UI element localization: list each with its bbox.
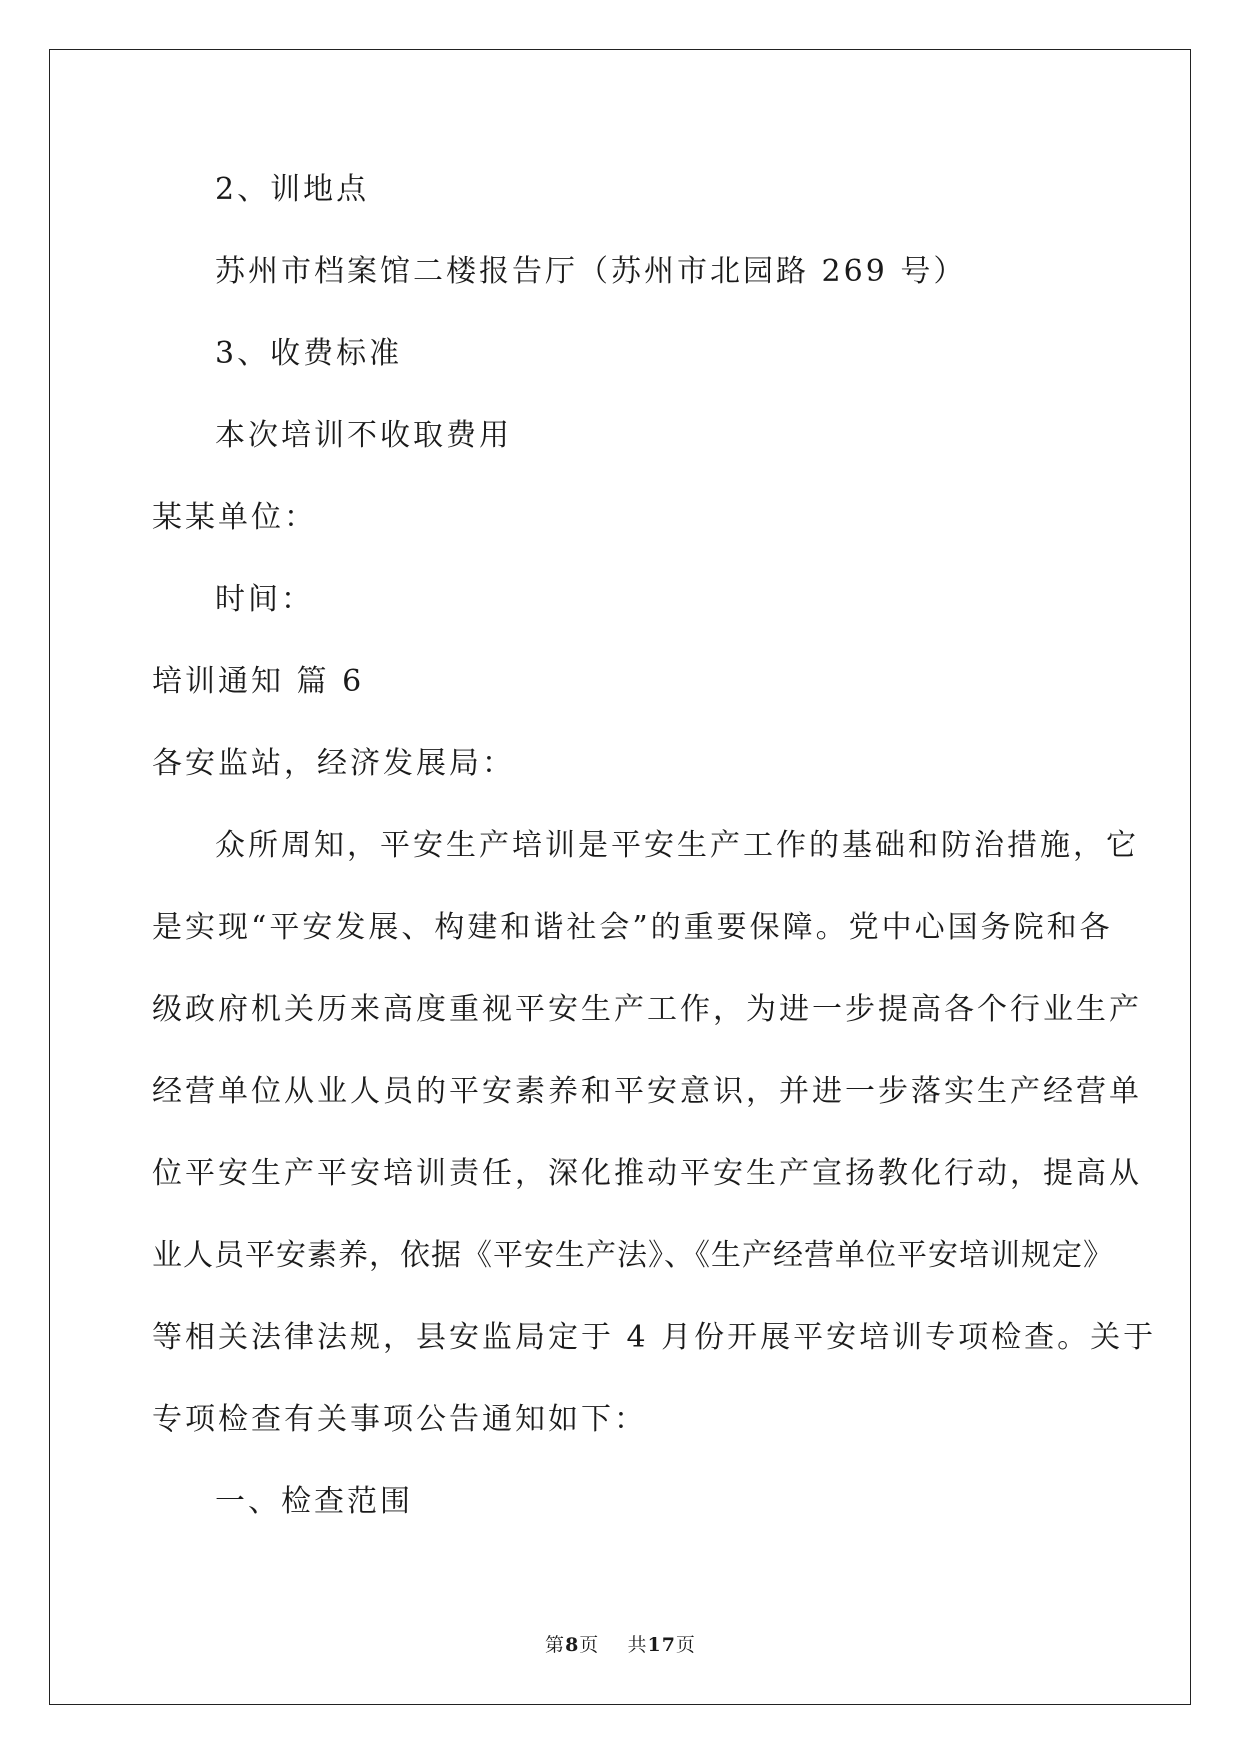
organization-label: 某某单位： xyxy=(152,500,317,535)
heading-training-location: 2、训地点 xyxy=(215,172,370,207)
paragraph-line-8: 专项检查有关事项公告通知如下： xyxy=(152,1402,647,1437)
paragraph-line-6: 业人员平安素养，依据《平安生产法》、《生产经营单位平安培训规定》 xyxy=(152,1238,1114,1273)
paragraph-line-5: 位平安生产平安培训责任，深化推动平安生产宣扬教化行动，提高从 xyxy=(152,1156,1142,1191)
time-label: 时间： xyxy=(215,582,314,617)
location-text: 苏州市档案馆二楼报告厅（苏州市北园路 269 号） xyxy=(215,254,967,289)
footer-suffix: 页 xyxy=(675,1634,696,1656)
heading-fee-standard: 3、收费标准 xyxy=(215,336,403,371)
salutation: 各安监站，经济发展局： xyxy=(152,746,515,781)
paragraph-line-2: 是实现“平安发展、构建和谐社会”的重要保障。党中心国务院和各 xyxy=(152,910,1113,945)
paragraph-line-7: 等相关法律法规，县安监局定于 4 月份开展平安培训专项检查。关于 xyxy=(152,1320,1157,1355)
footer-prefix: 第 xyxy=(545,1634,566,1656)
paragraph-line-1: 众所周知，平安生产培训是平安生产工作的基础和防治措施，它 xyxy=(215,828,1139,863)
section-title: 培训通知 篇 6 xyxy=(152,664,365,699)
paragraph-line-3: 级政府机关历来高度重视平安生产工作，为进一步提高各个行业生产 xyxy=(152,992,1142,1027)
page-border xyxy=(49,49,1191,1705)
footer-mid: 页 共 xyxy=(579,1634,648,1656)
fee-text: 本次培训不收取费用 xyxy=(215,418,512,453)
page-footer xyxy=(0,1630,1241,1657)
heading-inspection-scope: 一、检查范围 xyxy=(215,1484,413,1519)
paragraph-line-4: 经营单位从业人员的平安素养和平安意识，并进一步落实生产经营单 xyxy=(152,1074,1142,1109)
footer-total-pages: 17 xyxy=(647,1634,676,1656)
footer-current-page: 8 xyxy=(565,1634,580,1656)
